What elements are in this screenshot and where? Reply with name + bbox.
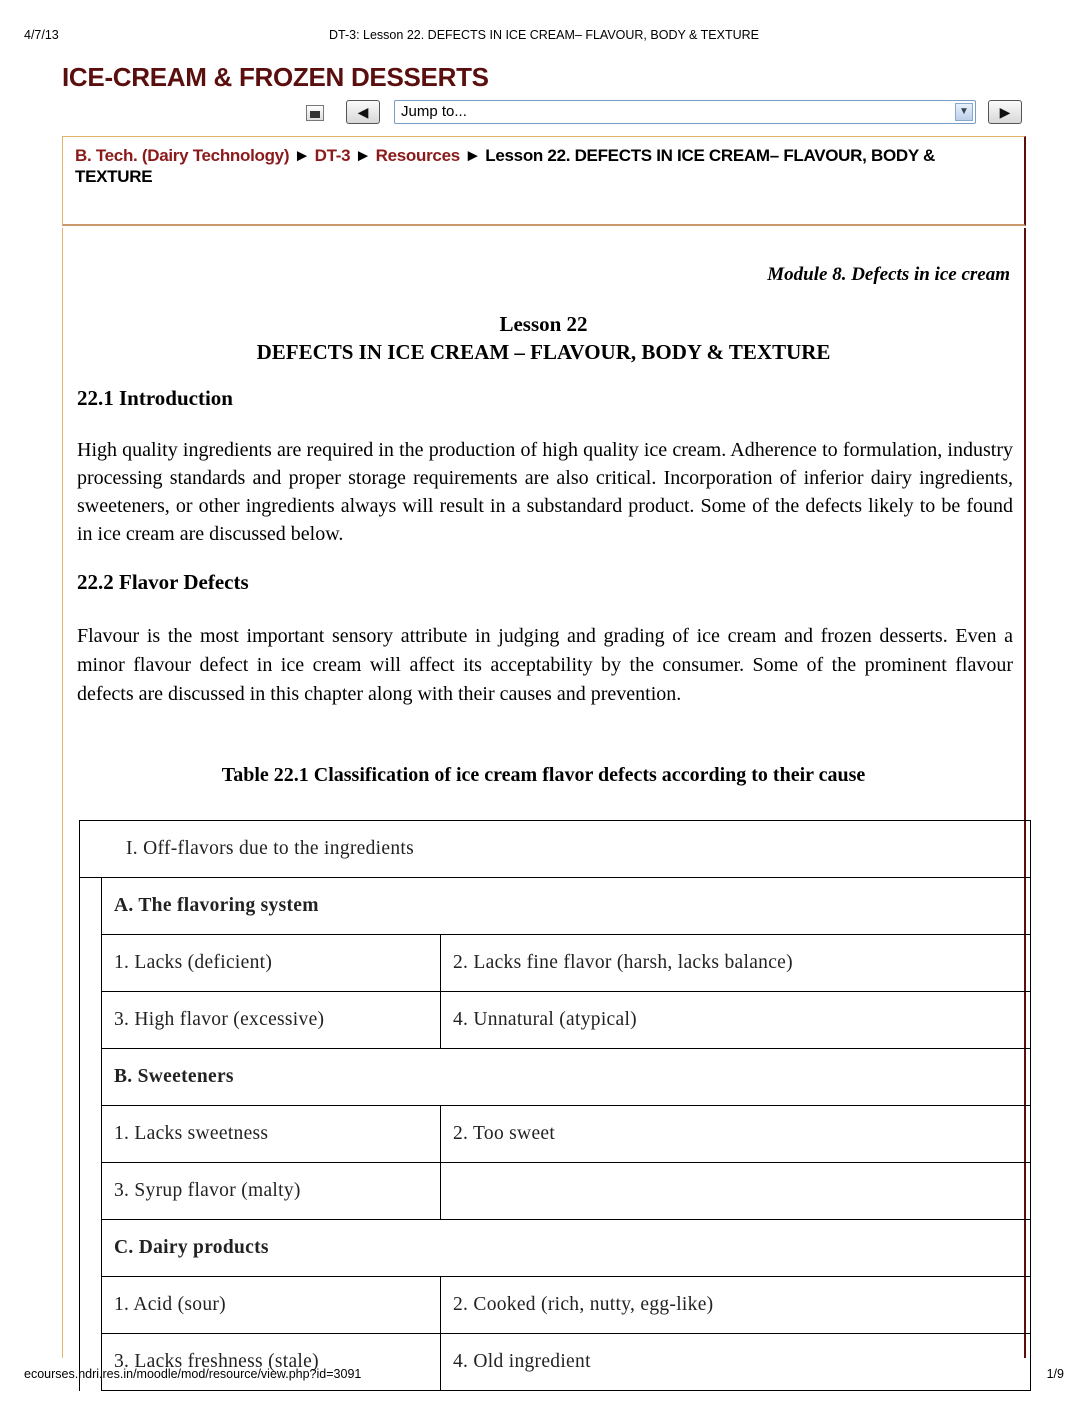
site-title[interactable]: ICE-CREAM & FROZEN DESSERTS — [62, 62, 489, 92]
breadcrumb-current: Lesson 22. DEFECTS IN ICE CREAM– FLAVOUR, BODY & TEXTURE — [75, 146, 935, 186]
table-caption: Table 22.1 Classification of ice cream flavor defects according to their cause — [221, 764, 866, 786]
section-heading-flavor-defects: 22.2 Flavor Defects — [77, 570, 249, 594]
table-indent — [80, 878, 102, 935]
lesson-number: Lesson 22 — [499, 312, 588, 336]
table-cell: 4. Old ingredient — [441, 1334, 1031, 1391]
table-indent — [80, 1277, 102, 1334]
table-cell — [441, 1163, 1031, 1220]
breadcrumb-course-link[interactable]: B. Tech. (Dairy Technology) — [75, 146, 290, 165]
table-indent — [80, 1049, 102, 1106]
table-row — [80, 1277, 1031, 1334]
table-cell: 1. Lacks sweetness — [102, 1106, 441, 1163]
table-indent — [80, 1334, 102, 1391]
lesson-title: DEFECTS IN ICE CREAM – FLAVOUR, BODY & TEXTURE — [256, 340, 831, 364]
print-page-title: DT-3: Lesson 22. DEFECTS IN ICE CREAM– FLAVOUR, BODY & TEXTURE — [329, 28, 759, 42]
table-category-heading: I. Off-flavors due to the ingredients — [80, 821, 1031, 878]
table-row — [80, 1106, 1031, 1163]
table-cell: 1. Lacks (deficient) — [102, 935, 441, 992]
jump-to-label: Jump to... — [401, 103, 467, 120]
breadcrumb-resources-link[interactable]: Resources — [375, 146, 460, 165]
table-cell: 1. Acid (sour) — [102, 1277, 441, 1334]
table-group-heading: A. The flavoring system — [102, 878, 1031, 935]
table-row — [80, 1334, 1031, 1391]
table-row — [80, 878, 1031, 935]
breadcrumb-separator: ► — [354, 146, 372, 165]
flavor-defects-table — [79, 820, 1031, 1391]
table-row — [80, 1049, 1031, 1106]
table-cell: 2. Lacks fine flavor (harsh, lacks balance) — [441, 935, 1031, 992]
table-row — [80, 992, 1031, 1049]
table-group-heading: B. Sweeteners — [102, 1049, 1031, 1106]
print-date: 4/7/13 — [24, 28, 59, 42]
print-url: ecourses.ndri.res.in/moodle/mod/resource/view.php?id=3091 — [24, 1367, 362, 1381]
section-heading-introduction: 22.1 Introduction — [77, 386, 233, 410]
chevron-down-icon[interactable]: ▼ — [955, 103, 973, 121]
section-text-introduction: High quality ingredients are required in the production of high quality ice cream. Adherence to formulation, industry processing standards and proper storage requirements are also critical. Incorporation of inferior dairy ingredients, sweeteners, or other ingredients always will result in a substandard product. Some of the defects likely to be found in ice cream are discussed below. — [77, 439, 1013, 545]
breadcrumb-separator: ► — [293, 146, 311, 165]
table-indent — [80, 1220, 102, 1277]
section-text-flavor-defects: Flavour is the most important sensory attribute in judging and grading of ice cream and frozen desserts. Even a minor flavour defect in ice cream will affect its acceptability by the consumer. Some of the prominent flavour defects are discussed in this chapter along with their causes and prevention. — [77, 625, 1013, 705]
table-cell: 2. Too sweet — [441, 1106, 1031, 1163]
breadcrumb-separator: ► — [464, 146, 481, 165]
table-indent — [80, 935, 102, 992]
table-cell: 2. Cooked (rich, nutty, egg-like) — [441, 1277, 1031, 1334]
table-row — [80, 821, 1031, 878]
table-row — [80, 1163, 1031, 1220]
breadcrumb-dt3-link[interactable]: DT-3 — [314, 146, 351, 165]
table-indent — [80, 1163, 102, 1220]
table-row — [80, 935, 1031, 992]
table-cell: 3. Syrup flavor (malty) — [102, 1163, 441, 1220]
table-row — [80, 1220, 1031, 1277]
table-group-heading: C. Dairy products — [102, 1220, 1031, 1277]
table-indent — [80, 1106, 102, 1163]
table-cell: 3. High flavor (excessive) — [102, 992, 441, 1049]
print-page-number: 1/9 — [1046, 1367, 1064, 1381]
module-label: Module 8. Defects in ice cream — [767, 264, 1010, 285]
arrow-right-icon: ▶ — [999, 104, 1011, 120]
table-indent — [80, 992, 102, 1049]
table-cell: 3. Lacks freshness (stale) — [102, 1334, 441, 1391]
arrow-left-icon: ◀ — [357, 104, 369, 120]
table-cell: 4. Unnatural (atypical) — [441, 992, 1031, 1049]
